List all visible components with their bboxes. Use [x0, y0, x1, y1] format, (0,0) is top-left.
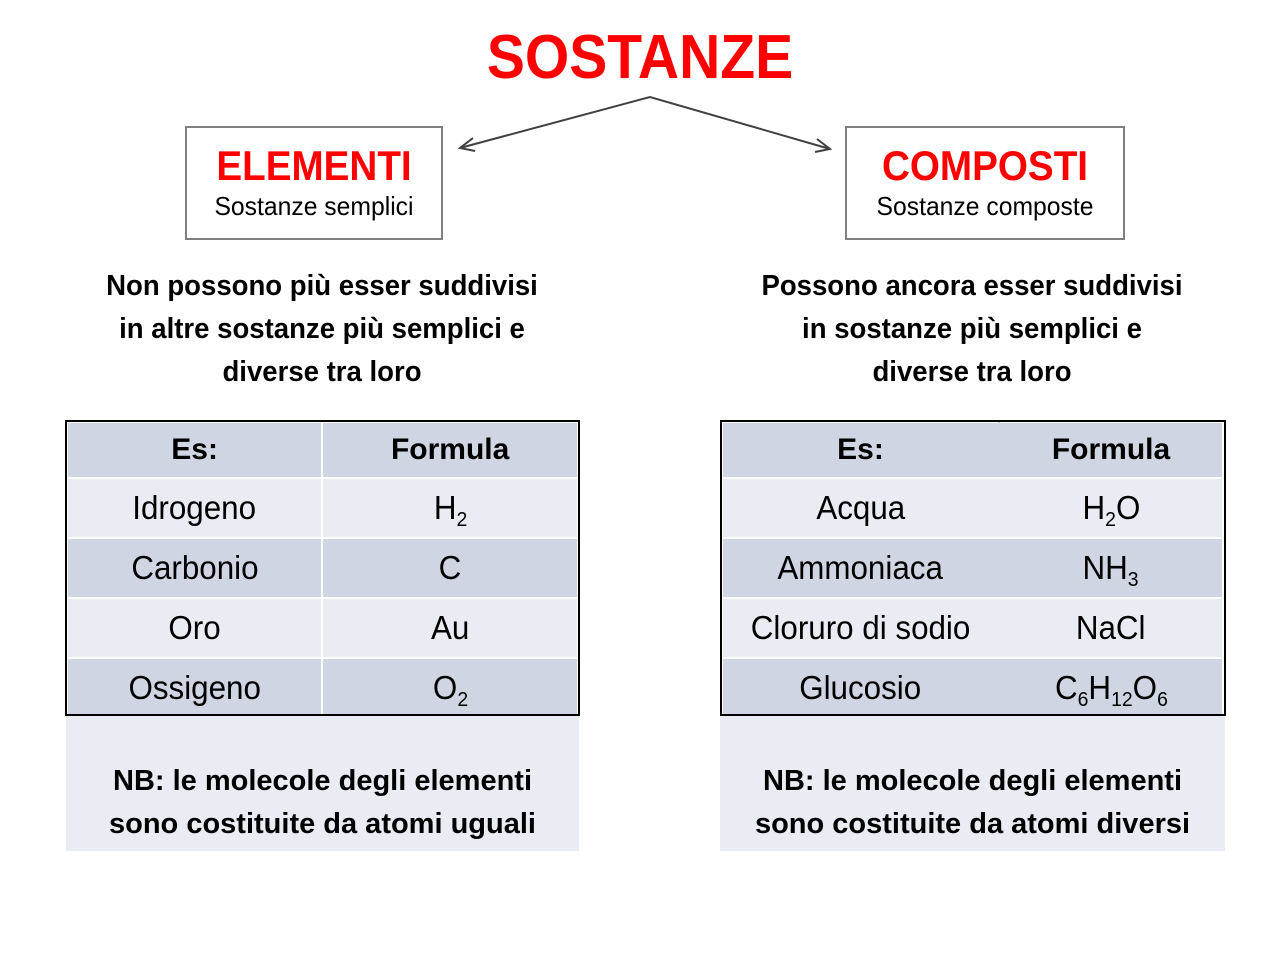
description-line: Possono ancora esser suddivisi [761, 270, 1183, 302]
formula-text: C [438, 549, 462, 586]
elementi-note [66, 716, 579, 851]
element-name-cell: Idrogeno [67, 478, 322, 538]
compound-name-cell: Ammoniaca [722, 538, 999, 598]
formula-subscript: 6 [1156, 688, 1168, 712]
formula-text: $O_2$ [432, 669, 468, 712]
formula-cell [322, 478, 578, 538]
note-line: sono costituite da atomi diversi [754, 808, 1191, 840]
compound-name-cell: Cloruro di sodio [722, 598, 999, 658]
table-row [722, 538, 1223, 598]
elementi-table [66, 421, 579, 719]
note-line: sono costituite da atomi uguali [109, 808, 536, 840]
formula-text: NaCl [1076, 609, 1146, 646]
page-title: SOSTANZE [486, 23, 794, 92]
compound-name-cell: Acqua [722, 478, 999, 538]
formula-subscript: 2 [1104, 508, 1116, 532]
formula-text: $C_6H_{12}O_6$ [1054, 669, 1168, 712]
description-line: in altre sostanze più semplici e [119, 313, 525, 345]
formula-cell [322, 598, 578, 658]
formula-cell [999, 598, 1223, 658]
table-row [722, 478, 1223, 538]
elementi-box [185, 126, 443, 240]
description-line: diverse tra loro [222, 356, 422, 388]
element-name-cell: Ossigeno [67, 658, 322, 718]
formula-cell [999, 538, 1223, 598]
column-header: Formula [999, 422, 1223, 478]
description-line: Non possono più esser suddivisi [106, 270, 538, 302]
composti-box [845, 126, 1125, 240]
formula-cell [322, 658, 578, 718]
composti-heading: COMPOSTI [881, 142, 1089, 189]
branch-line [460, 97, 830, 149]
formula-cell [999, 478, 1223, 538]
formula-text: $H_2$ [433, 489, 467, 532]
formula-subscript: 12 [1110, 688, 1133, 712]
formula-cell [999, 658, 1223, 718]
formula-subscript: 2 [456, 508, 467, 532]
column-header: Formula [322, 422, 578, 478]
note-line: NB: le molecole degli elementi [763, 765, 1182, 797]
formula-cell [322, 538, 578, 598]
composti-note [720, 716, 1225, 851]
table-row [722, 658, 1223, 718]
column-header: Es: [67, 422, 322, 478]
note-line: NB: le molecole degli elementi [113, 765, 532, 797]
elementi-description [56, 265, 588, 394]
formula-subscript: 2 [456, 688, 468, 712]
table-row [722, 598, 1223, 658]
element-name-cell: Carbonio [67, 538, 322, 598]
compound-name-cell: Glucosio [722, 658, 999, 718]
table-header-row [722, 422, 1223, 478]
formula-subscript: 3 [1128, 568, 1140, 592]
formula-subscript: 6 [1077, 688, 1089, 712]
formula-text: Au [430, 609, 470, 646]
composti-description [706, 265, 1238, 394]
element-name-cell: Oro [67, 598, 322, 658]
table-header-row [67, 422, 578, 478]
elementi-subheading: Sostanze semplici [214, 191, 414, 221]
composti-table [721, 421, 1224, 719]
description-line: in sostanze più semplici e [802, 313, 1142, 345]
table-row [67, 538, 578, 598]
column-header: Es: [722, 422, 999, 478]
table-row [67, 598, 578, 658]
formula-text: $NH_3$ [1082, 549, 1140, 592]
composti-subheading: Sostanze composte [876, 191, 1094, 221]
table-row [67, 658, 578, 718]
description-line: diverse tra loro [872, 356, 1072, 388]
table-row [67, 478, 578, 538]
elementi-heading: ELEMENTI [216, 142, 412, 189]
formula-text: $H_2O$ [1082, 489, 1140, 532]
